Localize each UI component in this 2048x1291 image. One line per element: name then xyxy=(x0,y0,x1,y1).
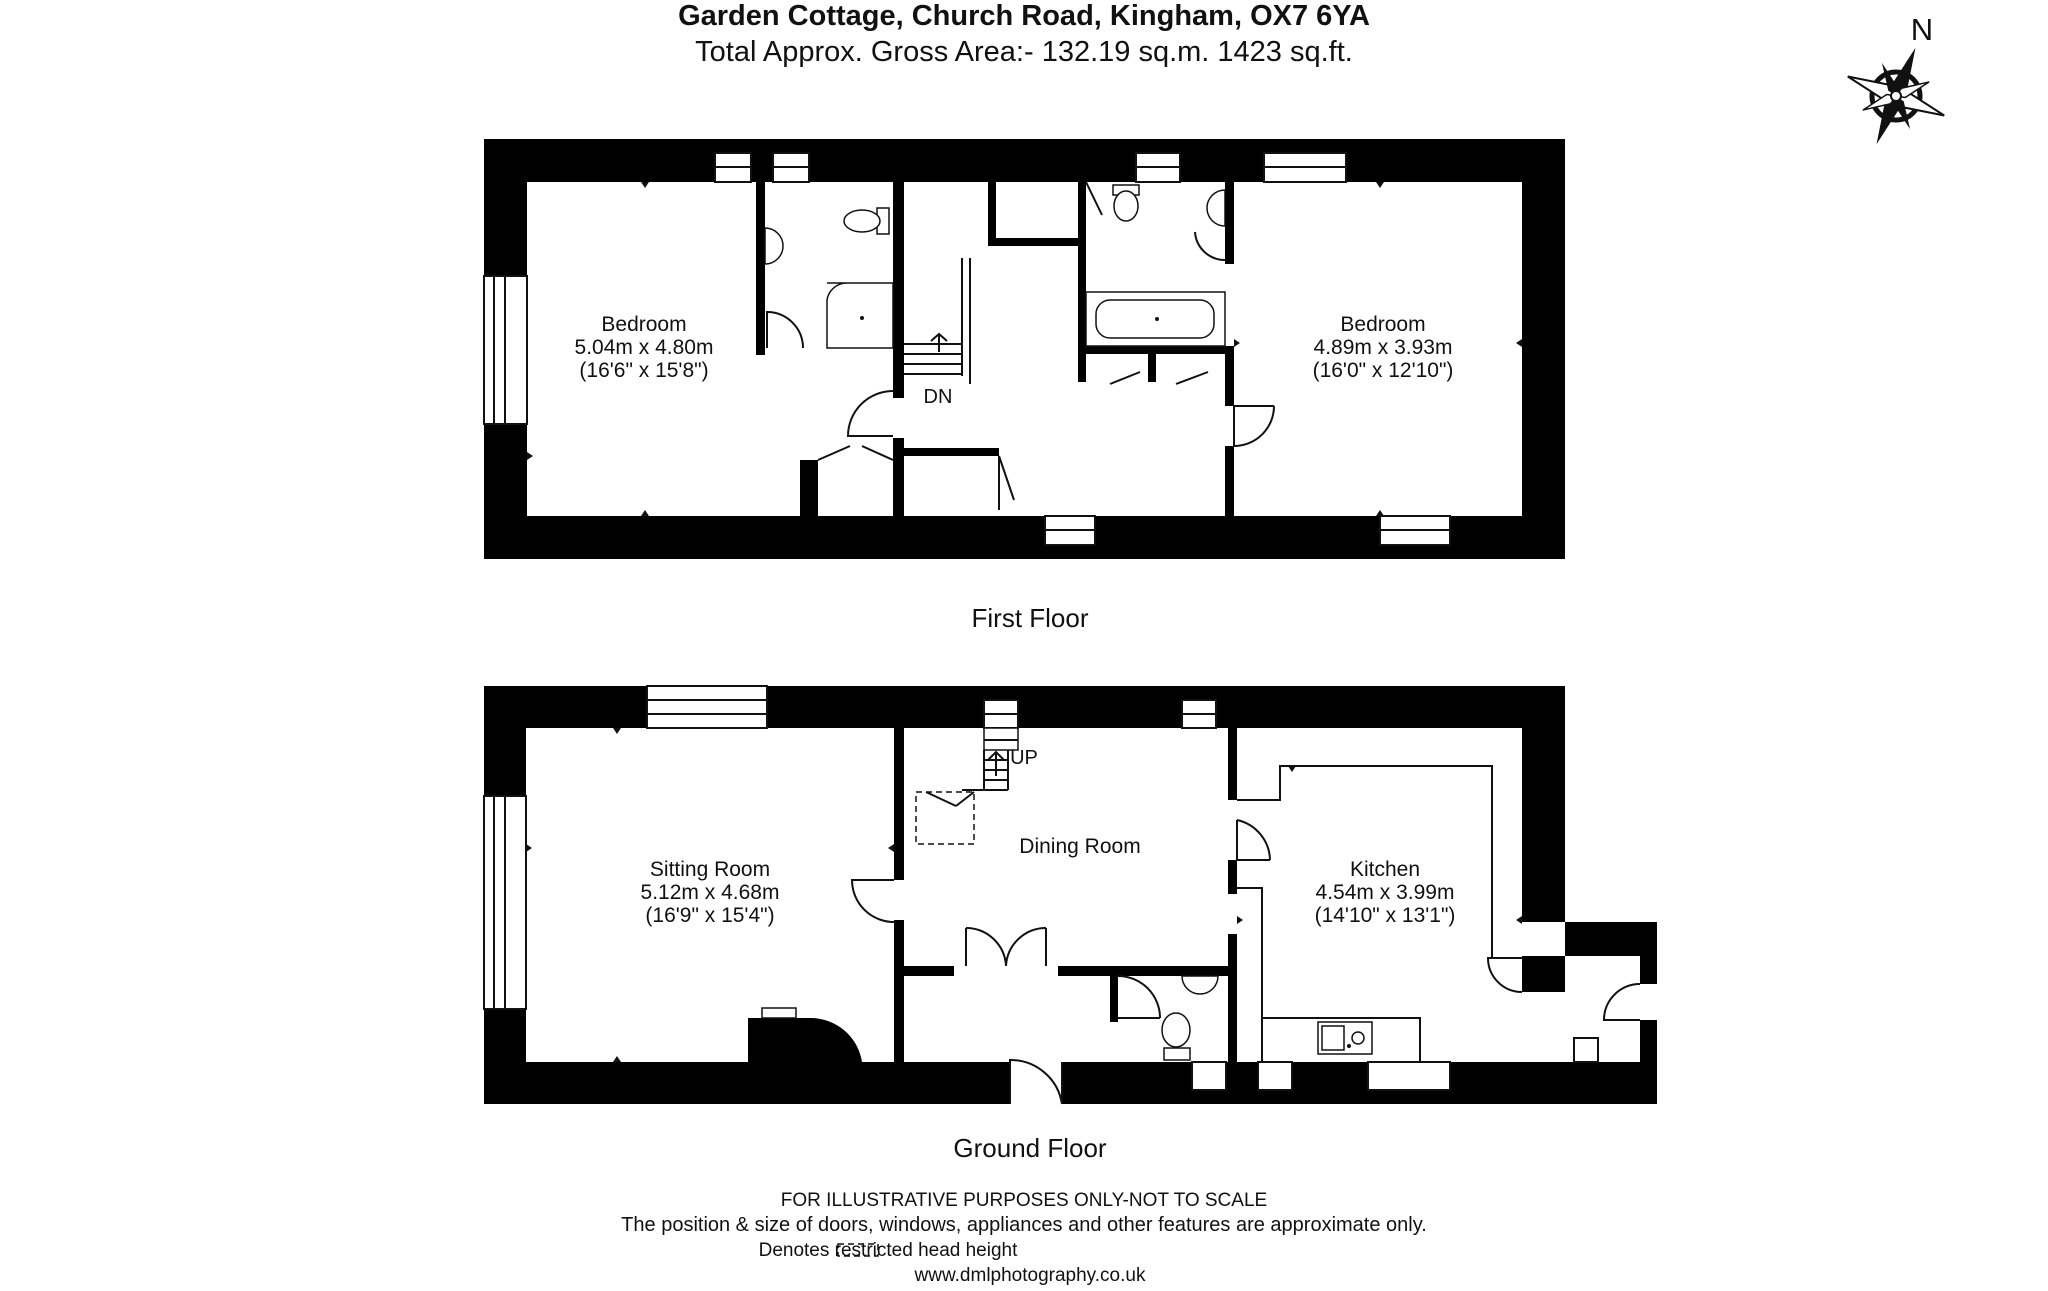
basin-icon xyxy=(1182,976,1218,994)
compass-rose-icon xyxy=(1845,45,1947,147)
window xyxy=(1574,1038,1598,1062)
room-dims-imperial-sitting-room: (16'9" x 15'4") xyxy=(645,904,775,927)
footer-legend: Denotes restricted head height xyxy=(758,1240,1018,1261)
footer-disclaimer: FOR ILLUSTRATIVE PURPOSES ONLY-NOT TO SCALE xyxy=(780,1190,1268,1211)
wc-icon xyxy=(1113,185,1139,221)
sink-icon xyxy=(1318,1022,1372,1054)
room-name-bedroom-1: Bedroom xyxy=(601,313,687,336)
wc-icon xyxy=(844,208,889,234)
stairs-up-label: UP xyxy=(1010,747,1038,769)
room-name-bedroom-2: Bedroom xyxy=(1340,313,1426,336)
room-dims-metric-sitting-room: 5.12m x 4.68m xyxy=(640,881,780,904)
window xyxy=(1258,1062,1292,1090)
compass-north-label: N xyxy=(1910,12,1934,47)
footer-website: www.dmlphotography.co.uk xyxy=(914,1265,1146,1286)
basin-icon xyxy=(765,228,783,264)
room-dims-imperial-kitchen: (14'10" x 13'1") xyxy=(1314,904,1456,927)
window xyxy=(647,686,767,728)
room-name-dining-room: Dining Room xyxy=(1019,835,1141,858)
floor-label-first: First Floor xyxy=(971,603,1089,633)
room-dims-metric-bedroom-2: 4.89m x 3.93m xyxy=(1313,336,1453,359)
room-dims-metric-bedroom-1: 5.04m x 4.80m xyxy=(574,336,714,359)
footer-note: The position & size of doors, windows, appliances and other features are approximate only. xyxy=(621,1214,1427,1236)
staircase xyxy=(904,258,970,384)
room-name-sitting-room: Sitting Room xyxy=(649,858,771,881)
stairs-down-label: DN xyxy=(923,386,953,408)
wc-icon xyxy=(1162,1013,1190,1060)
room-dims-imperial-bedroom-1: (16'6" x 15'8") xyxy=(579,359,709,382)
window xyxy=(1192,1062,1226,1090)
room-dims-metric-kitchen: 4.54m x 3.99m xyxy=(1315,881,1455,904)
basin-icon xyxy=(1207,190,1225,226)
room-dims-imperial-bedroom-2: (16'0" x 12'10") xyxy=(1312,359,1454,382)
plan-title: Garden Cottage, Church Road, Kingham, OX7 6YA xyxy=(678,0,1370,32)
window xyxy=(1368,1062,1450,1090)
room-name-kitchen: Kitchen xyxy=(1349,858,1421,881)
plan-subtitle: Total Approx. Gross Area:- 132.19 sq.m. 1423 sq.ft. xyxy=(695,36,1353,68)
shower-tray-icon xyxy=(827,283,893,348)
bathtub-icon xyxy=(1086,292,1225,346)
floor-label-ground: Ground Floor xyxy=(953,1133,1107,1163)
